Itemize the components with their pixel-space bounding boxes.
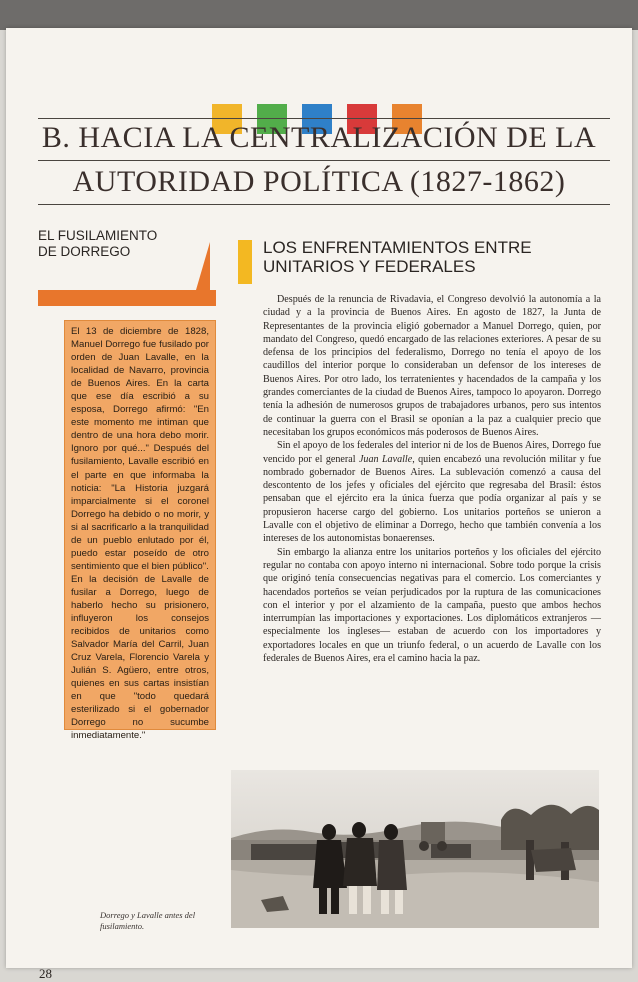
chapter-title-line2: AUTORIDAD POLÍTICA (1827-1862)	[72, 165, 566, 198]
orange-accent-triangle	[196, 242, 210, 290]
yellow-accent-bar	[238, 240, 252, 284]
orange-accent-bar	[38, 290, 216, 306]
main-text	[263, 293, 601, 748]
rule-bottom	[38, 204, 610, 205]
scan-top-edge	[0, 0, 638, 30]
p2-text-before: Sin el apoyo de los federales del interior ni de los de Buenos Aires, Dorrego fue vencido por el general	[263, 440, 601, 465]
sidebar-paragraph-1: El 13 de diciembre de 1828, Manuel Dorrego fue fusilado por orden de Juan Lavalle, en la localidad de Navarro, provincia de Buenos Aires. En la carta que ese día escribió a su esposa, Dorrego afirmó: "En este momento me intiman que dentro de una hora debo morir. Ignoro por qué..." Después del fusilamiento, Lavalle escribió en el parte en que informaba la noticia: "La Historia juzgará imparcialmente si el coronel Dorrego ha debido o no morir, y si al sacrificarlo a la tranquilidad de un pueblo enlutado por él, puedo estar poseído de otro sentimiento que el bien público".	[71, 326, 209, 572]
chapter-title-line1: B. HACIA LA CENTRALIZACIÓN DE LA	[41, 121, 597, 154]
rule-middle	[38, 160, 610, 161]
execution-illustration	[231, 770, 599, 928]
section-heading-line2: UNITARIOS Y FEDERALES	[263, 257, 476, 276]
sidebar-box	[64, 320, 216, 742]
section-heading-line1: LOS ENFRENTAMIENTOS ENTRE	[263, 238, 532, 257]
section-heading	[263, 238, 532, 276]
rule-top	[38, 118, 610, 119]
p2-name-lavalle: Juan Lavalle	[358, 453, 413, 465]
main-paragraph-1: Después de la renuncia de Rivadavia, el Congreso devolvió la autonomía a la ciudad y a la provincia de Buenos Aires. En agosto de 1827, la Junta de Representantes de la provincia eligió gobernador a Manuel Dorrego, quien, por mandato del Congreso, quedó encargado de las relaciones exteriores. A pesar de su defensa de los principios del federalismo, Dorrego no tenía el apoyo de los caudillos del interior porque lo consideraban un defensor de los intereses de Buenos Aires. Por otro lado, los terratenientes y hacendados de la campaña y los grandes comerciantes de la ciudad de Buenos Aires, tampoco lo apoyaron. Dorrego tenía la adhesión de numerosos grupos de trabajadores urbanos, pero sus intentos de continuar la guerra con el Brasil se oponían a la paz a cualquier precio que necesitaban los grupos económicos más poderosos de Buenos Aires.	[263, 294, 601, 438]
page-number: 28	[39, 966, 52, 981]
sidebar-heading-line2: DE DORREGO	[38, 244, 131, 259]
sidebar-paragraph-2: En la decisión de Lavalle de fusilar a Dorrego, luego de haberlo hecho su prisionero, influyeron los consejos recibidos de unitarios como Salvador María del Carril, Juan Cruz Varela, Florencio Varela y Julián S. Agüero, entre otros, quienes en sus cartas insistían en que "todo quedará esterilizado si el gobernador Dorrego no sucumbe inmediatamente."	[71, 573, 209, 742]
illustration-caption: Dorrego y Lavalle antes del fusilamiento.	[100, 910, 196, 931]
book-page	[6, 28, 632, 981]
main-paragraph-2	[263, 439, 601, 545]
main-paragraph-3: Sin embargo la alianza entre los unitarios porteños y los oficiales del ejército regular no contaba con apoyo interno ni internacional. Sobre todo porque la crisis que originó tenía consecuencias negativas para el comercio. Los comerciantes y hacendados porteños se veían perjudicados por la ruptura de las comunicaciones con el interior y por el alzamiento de la campaña, puesto que ambos hechos interrumpían las importaciones y exportaciones. Los diplomáticos extranjeros —especialmente los ingleses— estaban de acuerdo con los importadores y exportadores locales en que un triunfo federal, o un acuerdo de Lavalle con los federales de Buenos Aires, era el camino hacia la paz.	[263, 546, 601, 665]
sidebar-heading-line1: EL FUSILAMIENTO	[38, 228, 158, 243]
p2-text-after: , quien encabezó una revolución militar y fue nombrado gobernador de Buenos Aires. La sublevación comenzó a causa del descontento de los jefes y oficiales del ejército que regresaba del Brasil: éstos pensaban que el ejército era la única fuerza que podía organizar al país y se propusieron hacerse cargo del gobierno. Los unitarios porteños se unieron a Lavalle con el objetivo de eliminar a Dorrego, hecho que también convenía a los intereses de los autonomistas bonaerenses.	[263, 453, 601, 545]
sidebar-heading	[38, 228, 157, 260]
